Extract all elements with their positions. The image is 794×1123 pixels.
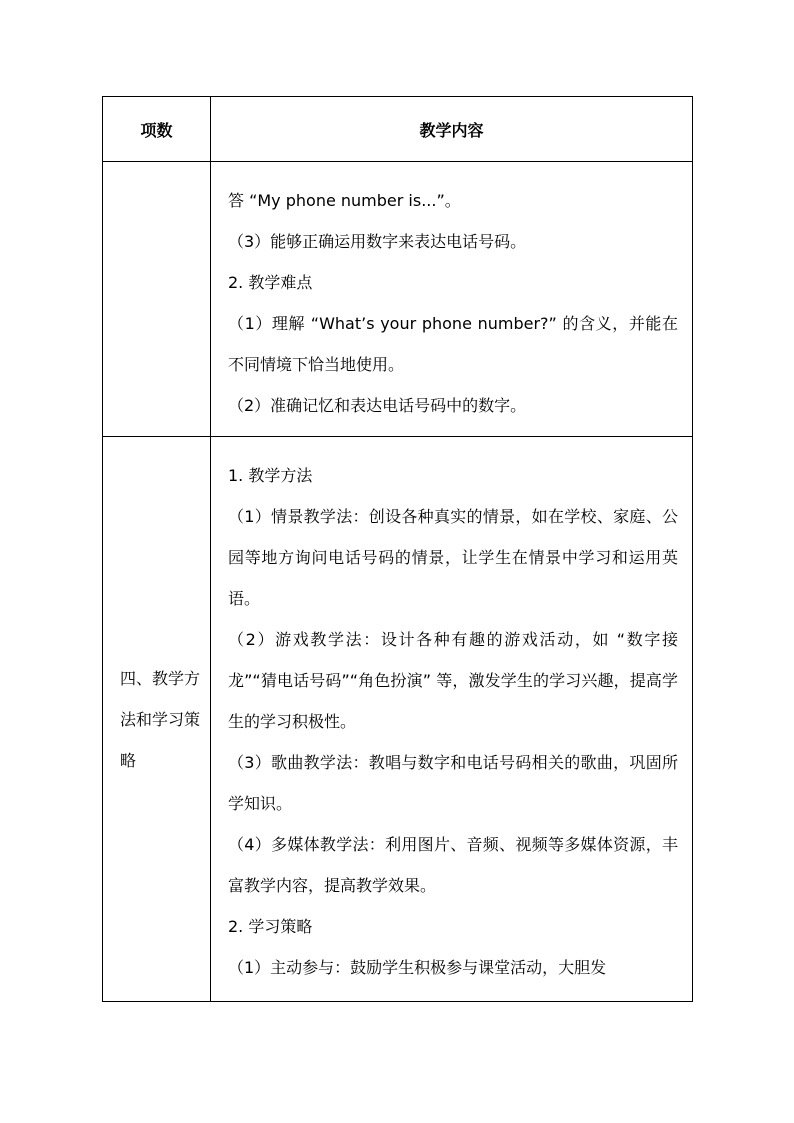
- header-teaching-content: 教学内容: [211, 97, 693, 162]
- row-content-cell: [211, 437, 693, 1002]
- content-line: （4）多媒体教学法：利用图片、音频、视频等多媒体资源，丰富教学内容，提高教学效果。: [228, 835, 678, 895]
- row-content: [211, 437, 692, 988]
- content-line: 2. 学习策略: [228, 917, 313, 936]
- row-label-cell: [103, 437, 211, 1002]
- content-line: （3）歌曲教学法：教唱与数字和电话号码相关的歌曲，巩固所学知识。: [228, 753, 678, 813]
- content-line: （1）主动参与：鼓励学生积极参与课堂活动，大胆发: [228, 958, 607, 977]
- table-row: [103, 437, 693, 1002]
- content-line: （2）游戏教学法：设计各种有趣的游戏活动，如 “数字接龙”“猜电话号码”“角色扮演” 等，激发学生的学习兴趣，提高学生的学习积极性。: [228, 630, 678, 731]
- table-row: [103, 162, 693, 437]
- content-line: 1. 教学方法: [228, 466, 313, 485]
- row-content: [211, 162, 692, 426]
- header-item-count: 项数: [103, 97, 211, 162]
- lesson-plan-table: [102, 96, 693, 1002]
- content-line: （1）理解 “What’s your phone number?” 的含义，并能在不同情境下恰当地使用。: [228, 314, 678, 374]
- content-line: （2）准确记忆和表达电话号码中的数字。: [228, 396, 527, 415]
- content-line: （1）情景教学法：创设各种真实的情景，如在学校、家庭、公园等地方询问电话号码的情景，让学生在情景中学习和运用英语。: [228, 507, 678, 608]
- content-line: （3）能够正确运用数字来表达电话号码。: [228, 232, 527, 251]
- content-line: 答 “My phone number is...”。: [228, 191, 461, 210]
- row-content-cell: [211, 162, 693, 437]
- row-label: 四、教学方法和学习策略: [120, 668, 201, 770]
- content-line: 2. 教学难点: [228, 273, 313, 292]
- table-header-row: [103, 97, 693, 162]
- row-label-cell: [103, 162, 211, 437]
